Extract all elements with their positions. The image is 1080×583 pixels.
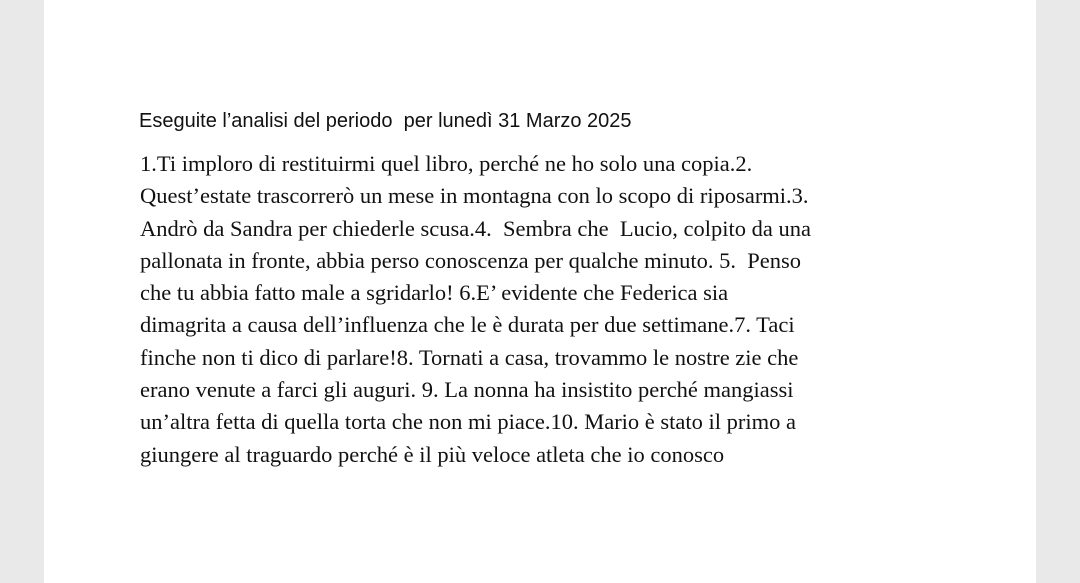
document-page [44, 0, 1036, 583]
text-line: Andrò da Sandra per chiederle scusa.4. Sembra che Lucio, colpito da una [140, 215, 812, 241]
exercise-text [140, 148, 811, 471]
document-heading: Eseguite l’analisi del periodo per lunedì 31 Marzo 2025 [139, 110, 632, 132]
text-line: pallonata in fronte, abbia perso conoscenza per qualche minuto. 5. Penso [140, 247, 802, 273]
text-line: Quest’estate trascorrerò un mese in montagna con lo scopo di riposarmi.3. [140, 183, 809, 209]
text-line: finche non ti dico di parlare!8. Tornati a casa, trovammo le nostre zie che [140, 344, 799, 370]
text-line: dimagrita a causa dell’influenza che le è durata per due settimane.7. Taci [140, 312, 795, 338]
text-line: 1.Ti imploro di restituirmi quel libro, perché ne ho solo una copia.2. [140, 151, 753, 176]
text-line: un’altra fetta di quella torta che non mi piace.10. Mario è stato il primo a [140, 409, 797, 435]
text-line: giungere al traguardo perché è il più veloce atleta che io conosco [140, 441, 725, 467]
text-line: erano venute a farci gli auguri. 9. La nonna ha insistito perché mangiassi [140, 377, 794, 403]
text-line: che tu abbia fatto male a sgridarlo! 6.E’ evidente che Federica sia [140, 280, 729, 306]
